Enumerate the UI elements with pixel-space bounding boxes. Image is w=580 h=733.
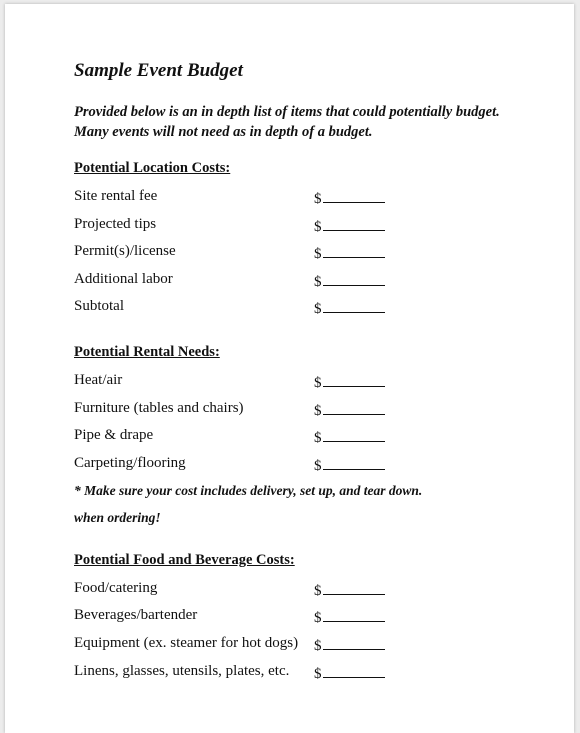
amount-field[interactable]: $ [314, 635, 385, 655]
amount-field[interactable]: $ [314, 216, 385, 236]
budget-row [74, 372, 394, 392]
budget-row [74, 427, 394, 447]
item-label: Subtotal [74, 298, 125, 314]
budget-row [74, 216, 394, 236]
budget-row [74, 188, 394, 208]
item-label: Pipe & drape [74, 427, 154, 443]
item-label: Site rental fee [74, 188, 158, 204]
amount-field[interactable]: $ [314, 400, 385, 420]
section-heading-rental: Potential Rental Needs: [74, 344, 220, 360]
amount-field[interactable]: $ [314, 372, 385, 392]
section-heading-food: Potential Food and Beverage Costs: [74, 552, 295, 568]
budget-row [74, 271, 394, 291]
budget-row [74, 243, 394, 263]
budget-row [74, 580, 394, 600]
amount-field[interactable]: $ [314, 188, 385, 208]
amount-field[interactable]: $ [314, 298, 385, 318]
amount-field[interactable]: $ [314, 427, 385, 447]
amount-field[interactable]: $ [314, 607, 385, 627]
amount-field[interactable]: $ [314, 271, 385, 291]
budget-row [74, 607, 394, 627]
budget-row [74, 663, 394, 683]
budget-row [74, 455, 394, 475]
budget-row [74, 635, 394, 655]
item-label: Projected tips [74, 216, 157, 232]
item-label: Furniture (tables and chairs) [74, 400, 244, 416]
rental-note-line-2: when ordering! [74, 510, 161, 525]
item-label: Carpeting/flooring [74, 455, 186, 471]
item-label: Additional labor [74, 271, 173, 287]
item-label: Linens, glasses, utensils, plates, etc. [74, 663, 290, 679]
budget-row [74, 400, 394, 420]
item-label: Beverages/bartender [74, 607, 198, 623]
amount-field[interactable]: $ [314, 455, 385, 475]
document-title: Sample Event Budget [74, 60, 243, 81]
item-label: Permit(s)/license [74, 243, 176, 259]
item-label: Food/catering [74, 580, 158, 596]
amount-field[interactable]: $ [314, 243, 385, 263]
item-label: Heat/air [74, 372, 123, 388]
intro-paragraph: Provided below is an in depth list of items that could potentially budget. Many events will not need as in depth of a budget. [74, 104, 500, 140]
amount-field[interactable]: $ [314, 580, 385, 600]
item-label: Equipment (ex. steamer for hot dogs) [74, 635, 299, 651]
section-heading-location: Potential Location Costs: [74, 160, 231, 176]
budget-row-subtotal [74, 298, 394, 318]
amount-field[interactable]: $ [314, 663, 385, 683]
rental-note-line-1: * Make sure your cost includes delivery, set up, and tear down. [74, 483, 423, 498]
